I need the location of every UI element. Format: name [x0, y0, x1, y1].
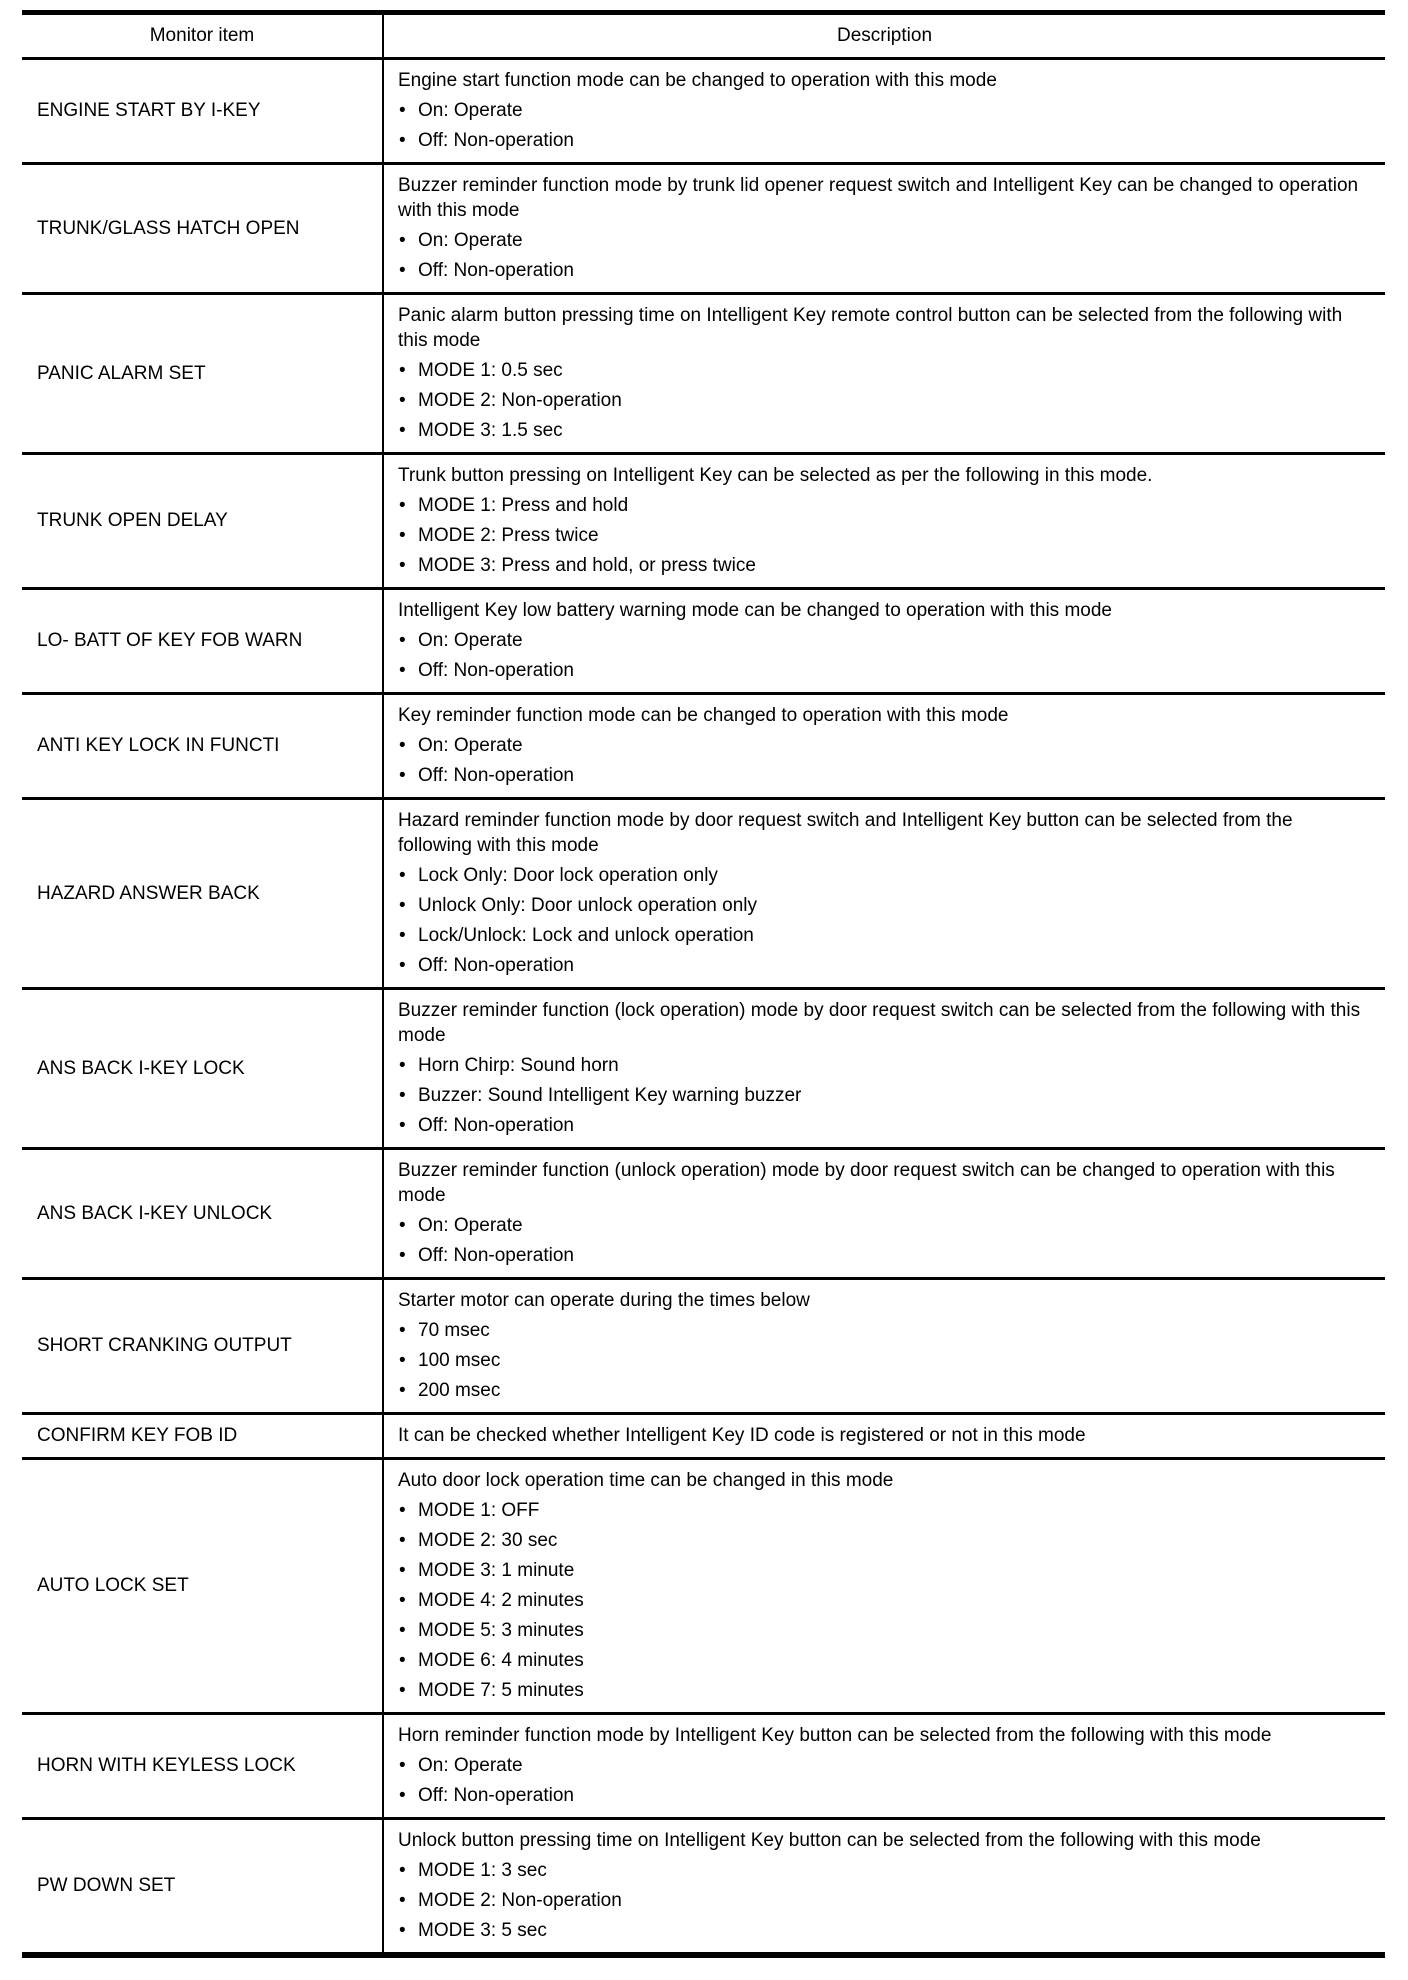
description-option: • Lock Only: Door lock operation only: [398, 863, 1367, 888]
table-head: [22, 13, 1385, 59]
description-option: • Horn Chirp: Sound horn: [398, 1053, 1367, 1078]
description-option: • Off: Non-operation: [398, 953, 1367, 978]
description-intro: Key reminder function mode can be changed to operation with this mode: [398, 705, 1009, 726]
description-option: • Unlock Only: Door unlock operation only: [398, 893, 1367, 918]
description-options-list: [398, 1498, 1367, 1703]
description-intro: Auto door lock operation time can be changed in this mode: [398, 1470, 894, 1491]
description-cell: [383, 694, 1385, 799]
description-option: • MODE 2: Non-operation: [398, 1888, 1367, 1913]
description-option: • 200 msec: [398, 1378, 1367, 1403]
description-intro: Buzzer reminder function (lock operation) mode by door request switch can be selected from the following with this mode: [398, 1000, 1361, 1046]
description-cell: [383, 1414, 1385, 1459]
column-header-monitor-item: Monitor item: [22, 13, 383, 59]
column-header-description: Description: [836, 25, 933, 46]
description-option: • MODE 4: 2 minutes: [398, 1588, 1367, 1613]
description-option: • Off: Non-operation: [398, 1783, 1367, 1808]
table-row: [22, 164, 1385, 294]
description-option: • Off: Non-operation: [398, 658, 1367, 683]
description-option: • Off: Non-operation: [398, 258, 1367, 283]
table-row: [22, 1459, 1385, 1714]
description-cell: [383, 294, 1385, 454]
table-row: [22, 1819, 1385, 1956]
monitor-item-cell: ANS BACK I-KEY LOCK: [22, 989, 383, 1149]
description-option: • MODE 6: 4 minutes: [398, 1648, 1367, 1673]
description-intro: Engine start function mode can be changed to operation with this mode: [398, 70, 997, 91]
description-intro: Hazard reminder function mode by door request switch and Intelligent Key button can be selected from the following with this mode: [398, 810, 1293, 856]
table-row: [22, 799, 1385, 989]
description-option: • MODE 1: OFF: [398, 1498, 1367, 1523]
description-option: • On: Operate: [398, 628, 1367, 653]
description-options-list: [398, 1213, 1367, 1268]
description-option: • On: Operate: [398, 1753, 1367, 1778]
description-options-list: [398, 1053, 1367, 1138]
monitor-item-cell: AUTO LOCK SET: [22, 1459, 383, 1714]
monitor-item-cell: LO- BATT OF KEY FOB WARN: [22, 589, 383, 694]
description-intro: Panic alarm button pressing time on Intelligent Key remote control button can be selected from the following with this mode: [398, 305, 1343, 351]
table-row: [22, 294, 1385, 454]
monitor-item-cell: HAZARD ANSWER BACK: [22, 799, 383, 989]
description-intro: Intelligent Key low battery warning mode can be changed to operation with this mode: [398, 600, 1112, 621]
monitor-item-cell: TRUNK/GLASS HATCH OPEN: [22, 164, 383, 294]
description-intro: Horn reminder function mode by Intelligent Key button can be selected from the following with this mode: [398, 1725, 1272, 1746]
description-option: • MODE 2: Non-operation: [398, 388, 1367, 413]
table-row: [22, 1279, 1385, 1414]
description-options-list: [398, 1318, 1367, 1403]
description-option: • On: Operate: [398, 733, 1367, 758]
description-cell: [383, 589, 1385, 694]
description-option: • Off: Non-operation: [398, 1243, 1367, 1268]
description-cell: [383, 989, 1385, 1149]
description-intro: Trunk button pressing on Intelligent Key can be selected as per the following in this mode.: [398, 465, 1153, 486]
description-cell: [383, 1714, 1385, 1819]
table-header-row: [22, 13, 1385, 59]
description-option: • MODE 7: 5 minutes: [398, 1678, 1367, 1703]
description-option: • MODE 3: Press and hold, or press twice: [398, 553, 1367, 578]
description-intro: Starter motor can operate during the times below: [398, 1290, 810, 1311]
description-option: • On: Operate: [398, 228, 1367, 253]
description-option: • MODE 5: 3 minutes: [398, 1618, 1367, 1643]
monitor-item-cell: CONFIRM KEY FOB ID: [22, 1414, 383, 1459]
description-cell: [383, 1459, 1385, 1714]
table-row: [22, 1714, 1385, 1819]
table-row: [22, 1149, 1385, 1279]
description-option: • 100 msec: [398, 1348, 1367, 1373]
description-options-list: [398, 228, 1367, 283]
description-option: • On: Operate: [398, 98, 1367, 123]
description-options-list: [398, 98, 1367, 153]
description-options-list: [398, 628, 1367, 683]
monitor-item-cell: PW DOWN SET: [22, 1819, 383, 1956]
table-row: [22, 454, 1385, 589]
manual-page: [22, 10, 1385, 1958]
monitor-item-cell: ENGINE START BY I-KEY: [22, 59, 383, 164]
description-options-list: [398, 863, 1367, 978]
monitor-item-cell: HORN WITH KEYLESS LOCK: [22, 1714, 383, 1819]
monitor-item-cell: PANIC ALARM SET: [22, 294, 383, 454]
description-option: • 70 msec: [398, 1318, 1367, 1343]
description-option: • MODE 3: 5 sec: [398, 1918, 1367, 1943]
table-row: [22, 989, 1385, 1149]
description-intro: Buzzer reminder function (unlock operation) mode by door request switch can be changed to operation with this mode: [398, 1160, 1335, 1206]
description-options-list: [398, 493, 1367, 578]
description-option: • Off: Non-operation: [398, 128, 1367, 153]
monitor-item-cell: SHORT CRANKING OUTPUT: [22, 1279, 383, 1414]
description-options-list: [398, 1858, 1367, 1943]
description-cell: [383, 164, 1385, 294]
description-option: • MODE 1: 0.5 sec: [398, 358, 1367, 383]
monitor-item-cell: ANS BACK I-KEY UNLOCK: [22, 1149, 383, 1279]
table-row: [22, 694, 1385, 799]
table-row: [22, 59, 1385, 164]
description-cell: [383, 799, 1385, 989]
description-intro: Buzzer reminder function mode by trunk lid opener request switch and Intelligent Key can be changed to operation with this mode: [398, 175, 1359, 221]
description-option: • MODE 1: Press and hold: [398, 493, 1367, 518]
description-cell: [383, 454, 1385, 589]
description-options-list: [398, 733, 1367, 788]
monitor-item-cell: TRUNK OPEN DELAY: [22, 454, 383, 589]
monitor-item-table: [22, 10, 1385, 1958]
table-body: [22, 59, 1385, 1956]
description-option: • MODE 2: Press twice: [398, 523, 1367, 548]
description-intro: It can be checked whether Intelligent Key ID code is registered or not in this mode: [398, 1425, 1086, 1446]
description-options-list: [398, 1753, 1367, 1808]
description-option: • On: Operate: [398, 1213, 1367, 1238]
description-cell: [383, 1149, 1385, 1279]
description-cell: [383, 1819, 1385, 1956]
description-cell: [383, 59, 1385, 164]
description-option: • Off: Non-operation: [398, 1113, 1367, 1138]
description-option: • MODE 3: 1 minute: [398, 1558, 1367, 1583]
description-option: • MODE 2: 30 sec: [398, 1528, 1367, 1553]
description-option: • MODE 3: 1.5 sec: [398, 418, 1367, 443]
description-option: • Off: Non-operation: [398, 763, 1367, 788]
description-option: • MODE 1: 3 sec: [398, 1858, 1367, 1883]
monitor-item-cell: ANTI KEY LOCK IN FUNCTI: [22, 694, 383, 799]
description-option: • Lock/Unlock: Lock and unlock operation: [398, 923, 1367, 948]
table-row: [22, 1414, 1385, 1459]
description-option: • Buzzer: Sound Intelligent Key warning buzzer: [398, 1083, 1367, 1108]
table-row: [22, 589, 1385, 694]
description-intro: Unlock button pressing time on Intelligent Key button can be selected from the following with this mode: [398, 1830, 1261, 1851]
description-cell: [383, 1279, 1385, 1414]
description-options-list: [398, 358, 1367, 443]
